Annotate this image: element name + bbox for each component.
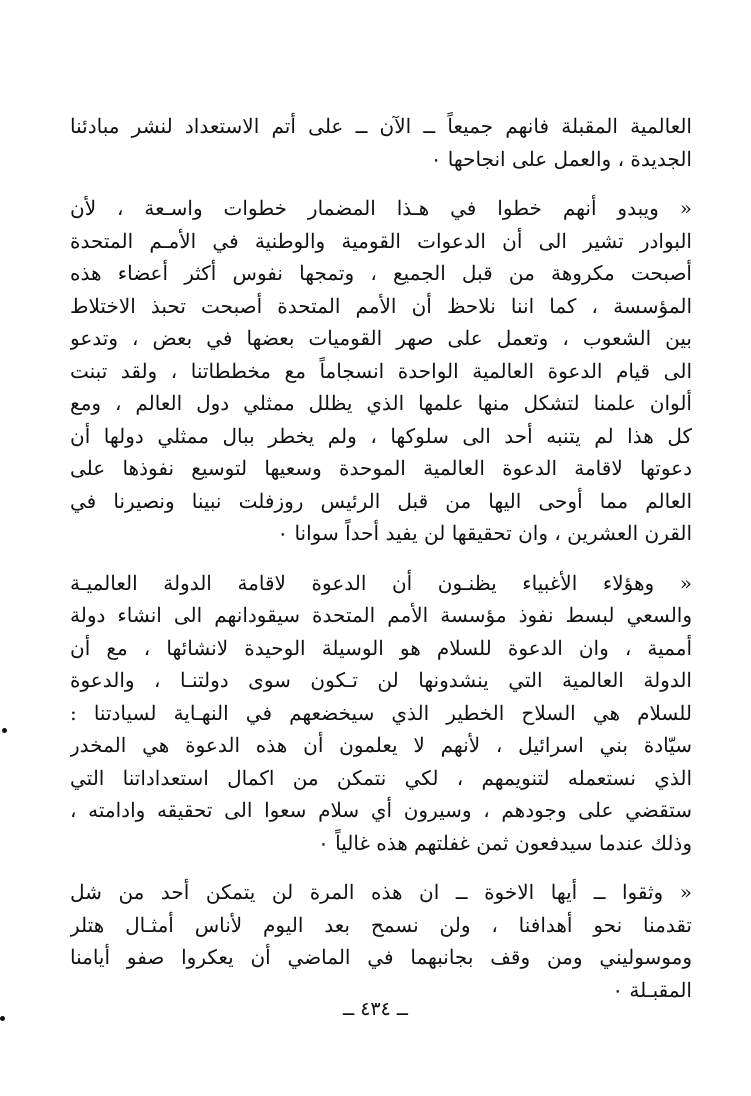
- margin-mark: [2, 728, 7, 733]
- text-line: الجديدة ، والعمل على انجاحها ٠: [430, 146, 692, 171]
- text-line: وموسوليني ومن وقف بجانبهما في الماضي أن يعكروا صفو أيامنا: [70, 945, 692, 969]
- text-line: بين الشعوب ، وتعمل على صهر القوميات بعضها في بعض ، وتدعو: [70, 326, 692, 350]
- text-line: « ويبدو أنهم خطوا في هـذا المضمار خطوات واسـعة ، لأن: [70, 196, 692, 220]
- text-line: أصبحت مكروهة من قبل الجميع ، وتمجها نفوس أكثر أعضاء هذه: [70, 261, 692, 285]
- text-line: « وثقوا ــ أيها الاخوة ــ ان هذه المرة لن يتمكن أحد من شل: [70, 880, 692, 904]
- text-line: تقدمنا نحو أهدافنا ، ولن نسمح بعد اليوم لأناس أمثـال هتلر: [70, 912, 692, 937]
- text-line: والسعي لبسط نفوذ مؤسسة الأمم المتحدة سيقودانهم الى انشاء دولة: [70, 603, 692, 627]
- text-line: للسلام هي السلاح الخطير الذي سيخضعهم في النهـاية لسيادتنا :: [70, 700, 692, 725]
- text-line: البوادر تشير الى أن الدعوات القومية والوطنية في الأمـم المتحدة: [70, 228, 692, 253]
- body-text: [70, 110, 692, 1006]
- paragraph: [70, 110, 692, 175]
- text-line: المقبـلة ٠: [612, 977, 692, 1002]
- text-line: كل هذا لم يتنبه أحد الى سلوكها ، ولم يخطر ببال ممثلي دولها أن: [70, 423, 692, 448]
- paragraph: [70, 567, 692, 860]
- margin-mark: [0, 1016, 5, 1021]
- text-line: وذلك عندما سيدفعون ثمن غفلتهم هذه غالياً ٠: [318, 830, 692, 855]
- text-line: ألوان علمنا لتشكل منها علمها الذي يظلل ممثلي دول العالم ، ومع: [70, 391, 692, 415]
- text-line: « وهؤلاء الأغبياء يظنـون أن الدعوة لاقامة الدولة العالميـة: [70, 570, 692, 595]
- text-line: المؤسسة ، كما اننا نلاحظ أن الأمم المتحدة أصبحت تحبذ الاختلاط: [70, 293, 692, 318]
- text-line: القرن العشرين ، وان تحقيقها لن يفيد أحداً سوانا ٠: [277, 521, 692, 545]
- text-line: الدولة العالمية التي ينشدونها لن تـكون سوى دولتنـا ، والدعوة: [70, 668, 692, 692]
- text-line: العالم مما أوحى اليها من قبل الرئيس روزفلت نبينا ونصيرنا في: [70, 488, 692, 513]
- page-number: ــ ٤٣٤ ــ: [343, 998, 408, 1020]
- text-line: أممية ، وان الدعوة للسلام هو الوسيلة الوحيدة لانشائها ، مع أن: [70, 635, 692, 660]
- text-line: الى قيام الدعوة العالمية الواحدة انسجاماً مع مخططاتنا ، ولقد تبنت: [70, 358, 692, 383]
- text-line: الذي نستعمله لتنويمهم ، لكي نتمكن من اكمال استعداداتنا التي: [70, 765, 692, 790]
- text-line: ستقضي على وجودهم ، وسيرون أي سلام سعوا الى تحقيقه وادامته ،: [70, 798, 692, 822]
- text-line: دعوتها لاقامة الدعوة العالمية الموحدة وسعيها لتوسيع نفوذها على: [70, 456, 692, 480]
- text-line: العالمية المقبلة فانهم جميعاً ــ الآن ــ على أتم الاستعداد لنشر مبادئنا: [70, 114, 692, 138]
- text-line: سيّادة بني اسرائيل ، لأنهم لا يعلمون أن هذه الدعوة هي المخدر: [70, 733, 692, 757]
- paragraph: [70, 876, 692, 1006]
- paragraph: [70, 192, 692, 550]
